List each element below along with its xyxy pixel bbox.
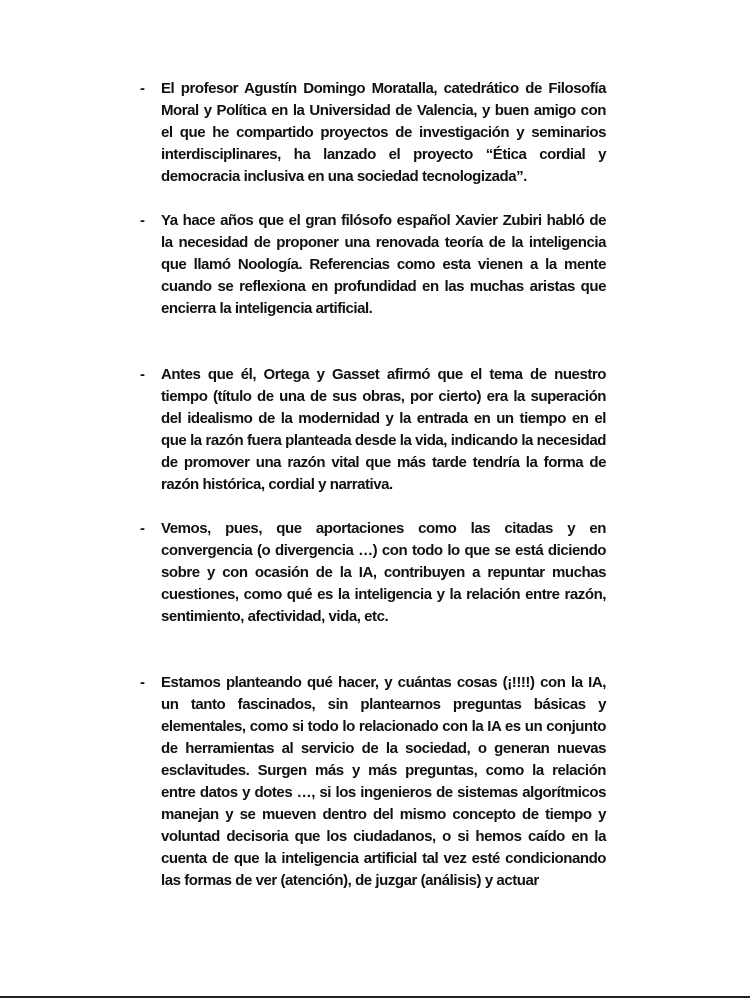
- list-item: [140, 364, 606, 496]
- bullet-dash: -: [140, 80, 145, 97]
- bullet-list: [140, 78, 606, 892]
- paragraph-text: Antes que él, Ortega y Gasset afirmó que el tema de nuestro tiempo (título de una de sus obras, por cierto) era la superación del idealismo de la modernidad y la entrada en un tiempo en el que la razón fuera planteada desde la vida, indicando la necesidad de promover una razón vital que más tarde tendría la forma de razón histórica, cordial y narrativa.: [161, 366, 606, 493]
- paragraph-text: Ya hace años que el gran filósofo español Xavier Zubiri habló de la necesidad de proponer una renovada teoría de la inteligencia que llamó Noología. Referencias como esta vienen a la mente cuando se reflexiona en profundidad en las muchas aristas que encierra la inteligencia artificial.: [161, 212, 606, 317]
- list-item: [140, 518, 606, 628]
- bullet-dash: -: [140, 212, 145, 229]
- paragraph-text: Estamos planteando qué hacer, y cuántas cosas (¡!!!!) con la IA, un tanto fascinados, sin plantearnos preguntas básicas y elementales, como si todo lo relacionado con la IA es un conjunto de herramientas al servicio de la sociedad, o generan nuevas esclavitudes. Surgen más y más preguntas, como la relación entre datos y dotes …, si los ingenieros de sistemas algorítmicos manejan y se mueven dentro del mismo concepto de tiempo y voluntad decisoria que los ciudadanos, o si hemos caído en la cuenta de que la inteligencia artificial tal vez esté condicionando las formas de ver (atención), de juzgar (análisis) y actuar: [161, 674, 606, 889]
- list-item: [140, 672, 606, 892]
- bullet-dash: -: [140, 366, 145, 383]
- bottom-divider: [0, 996, 750, 998]
- paragraph-text: Vemos, pues, que aportaciones como las citadas y en convergencia (o divergencia …) con todo lo que se está diciendo sobre y con ocasión de la IA, contribuyen a repuntar muchas cuestiones, como qué es la inteligencia y la relación entre razón, sentimiento, afectividad, vida, etc.: [161, 520, 606, 625]
- list-item: [140, 210, 606, 320]
- paragraph-text: El profesor Agustín Domingo Moratalla, catedrático de Filosofía Moral y Política en la Universidad de Valencia, y buen amigo con el que he compartido proyectos de investigación y seminarios interdisciplinares, ha lanzado el proyecto “Ética cordial y democracia inclusiva en una sociedad tecnologizada”.: [161, 80, 606, 185]
- list-item: [140, 78, 606, 188]
- bullet-dash: -: [140, 520, 145, 537]
- bullet-dash: -: [140, 674, 145, 691]
